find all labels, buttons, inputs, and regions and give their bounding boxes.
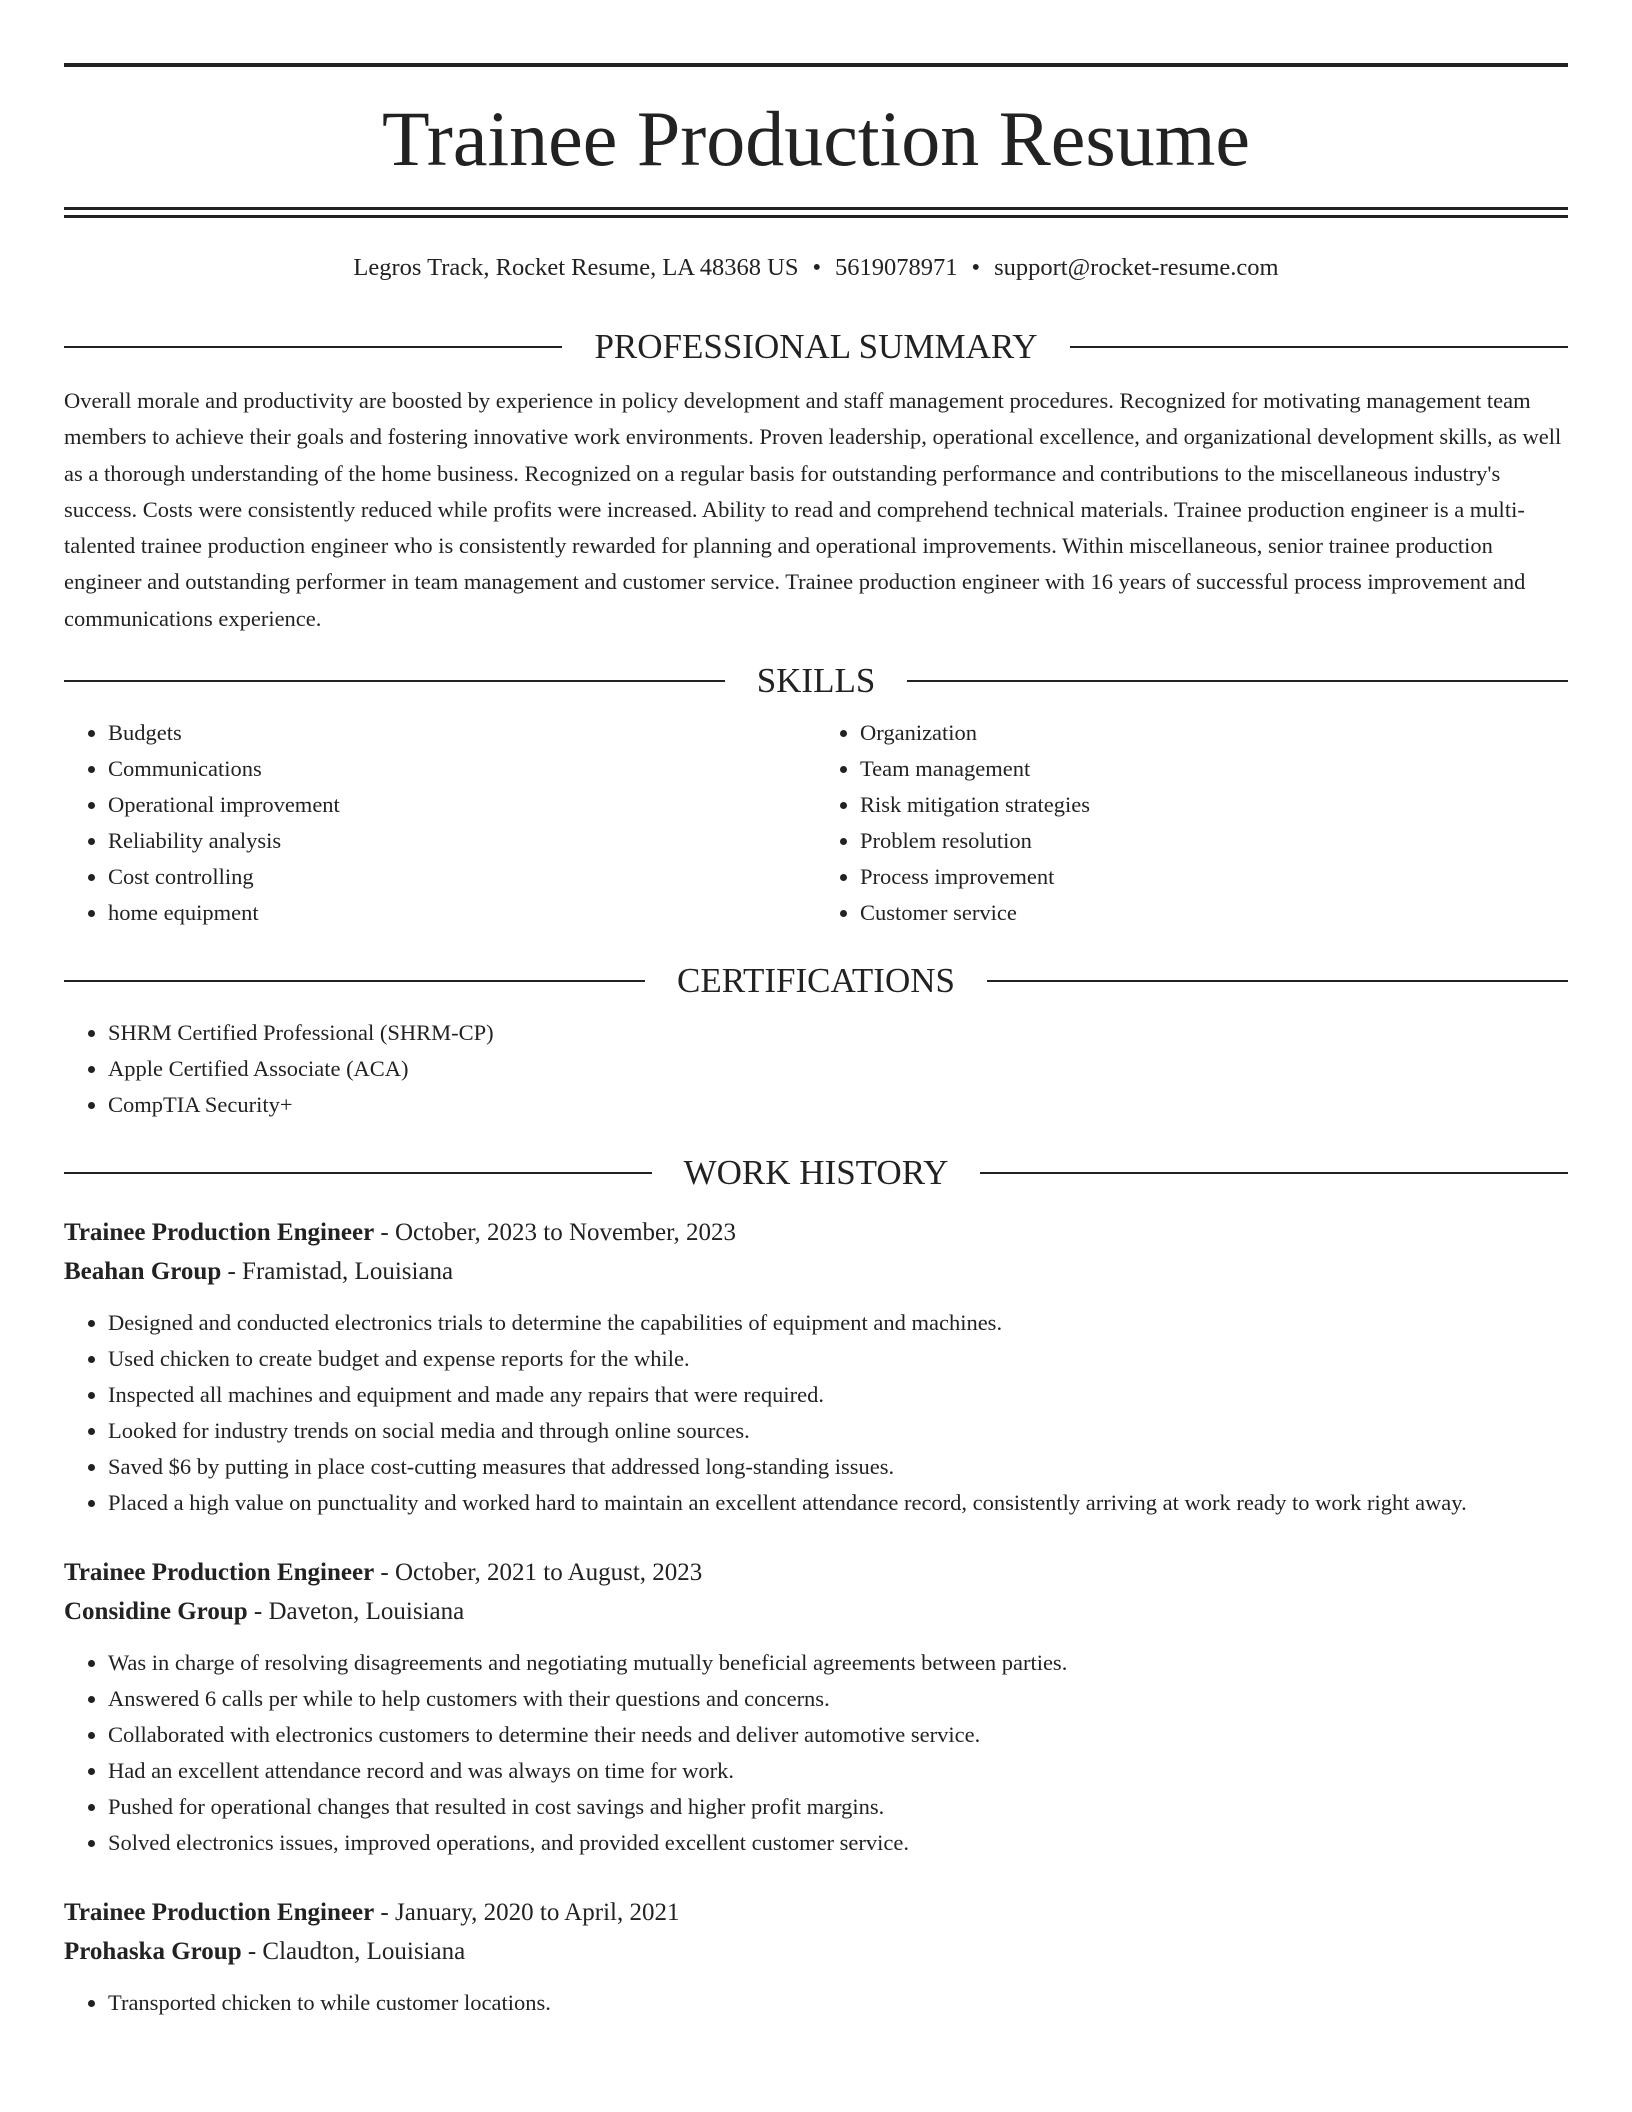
job-company-line: [64, 1252, 1568, 1291]
contact-line: [64, 253, 1568, 283]
job-location: - Framistad, Louisiana: [221, 1258, 454, 1286]
skill-item: • Organization: [860, 715, 1568, 751]
job-bullet: • Collaborated with electronics customers to determine their needs and deliver automotive service.: [108, 1717, 1568, 1753]
top-rule: [64, 63, 1568, 67]
section-divider: [1070, 346, 1568, 348]
job-title-line: [64, 1893, 1568, 1932]
job-bullet: • Looked for industry trends on social media and through online sources.: [108, 1413, 1568, 1449]
skill-item: • Reliability analysis: [108, 823, 816, 859]
section-title-certifications: CERTIFICATIONS: [677, 961, 955, 1001]
job-company: Beahan Group: [64, 1258, 222, 1286]
skill-item: • Risk mitigation strategies: [860, 787, 1568, 823]
job-title-line: [64, 1213, 1568, 1252]
job-company: Prohaska Group: [64, 1938, 242, 1966]
section-header-summary: [64, 325, 1568, 369]
job-bullets: [64, 1645, 1568, 1861]
job-bullets: [64, 1305, 1568, 1521]
job-company-line: [64, 1592, 1568, 1631]
contact-separator: •: [812, 254, 822, 281]
section-header-certifications: [64, 959, 1568, 1003]
skill-item: • Operational improvement: [108, 787, 816, 823]
job-bullet: • Answered 6 calls per while to help customers with their questions and concerns.: [108, 1681, 1568, 1717]
job-entry: [64, 1213, 1568, 1521]
section-header-work: [64, 1151, 1568, 1195]
job-dates: - January, 2020 to April, 2021: [374, 1899, 680, 1927]
section-divider: [64, 980, 645, 982]
job-entry: [64, 1553, 1568, 1861]
certifications-list: [64, 1015, 1568, 1123]
skill-item: • Customer service: [860, 895, 1568, 931]
skills-list-right: [816, 715, 1568, 931]
contact-email: support@rocket-resume.com: [994, 254, 1279, 281]
skill-item: • Problem resolution: [860, 823, 1568, 859]
job-company-line: [64, 1932, 1568, 1971]
job-title-line: [64, 1553, 1568, 1592]
job-dates: - October, 2021 to August, 2023: [374, 1559, 703, 1587]
skills-columns: [64, 715, 1568, 931]
job-location: - Claudton, Louisiana: [241, 1938, 466, 1966]
contact-separator: •: [971, 254, 981, 281]
job-bullets: [64, 1985, 1568, 2021]
section-title-work: WORK HISTORY: [683, 1153, 949, 1193]
section-divider: [64, 346, 562, 348]
job-title: Trainee Production Engineer: [64, 1559, 375, 1587]
contact-address: Legros Track, Rocket Resume, LA 48368 US: [353, 254, 799, 281]
job-bullet: • Solved electronics issues, improved operations, and provided excellent customer service.: [108, 1825, 1568, 1861]
section-title-summary: PROFESSIONAL SUMMARY: [594, 327, 1038, 366]
certification-item: • Apple Certified Associate (ACA): [108, 1051, 1568, 1087]
resume-page: [64, 0, 1568, 2021]
job-bullet: • Designed and conducted electronics trials to determine the capabilities of equipment and machines.: [108, 1305, 1568, 1341]
section-divider: [64, 680, 725, 682]
skill-item: • home equipment: [108, 895, 816, 931]
certification-item: • CompTIA Security+: [108, 1087, 1568, 1123]
resume-title: Trainee Production Resume: [381, 95, 1251, 182]
summary-text: Overall morale and productivity are boosted by experience in policy development and staff management procedures. Recognized for motivating management team members to achieve their goals and fostering innovative work environments. Proven leadership, operational excellence, and organizational development skills, as well as a thorough understanding of the home business. Recognized on a regular basis for outstanding performance and contributions to the miscellaneous industry's success. Costs were consistently reduced while profits were increased. Ability to read and comprehend technical materials. Trainee production engineer is a multi-talented trainee production engineer who is consistently rewarded for planning and operational improvements. Within miscellaneous, senior trainee production engineer and outstanding performer in team management and customer service. Trainee production engineer with 16 years of successful process improvement and communications experience.: [64, 388, 1562, 631]
job-dates: - October, 2023 to November, 2023: [374, 1219, 736, 1247]
job-bullet: • Used chicken to create budget and expense reports for the while.: [108, 1341, 1568, 1377]
job-bullet: • Placed a high value on punctuality and worked hard to maintain an excellent attendance record, consistently arriving at work ready to work right away.: [108, 1485, 1568, 1521]
section-header-skills: [64, 659, 1568, 703]
skill-item: • Budgets: [108, 715, 816, 751]
job-title: Trainee Production Engineer: [64, 1219, 375, 1247]
job-title: Trainee Production Engineer: [64, 1899, 375, 1927]
section-title-skills: SKILLS: [756, 661, 876, 701]
job-bullet: • Pushed for operational changes that resulted in cost savings and higher profit margins.: [108, 1789, 1568, 1825]
job-entry: [64, 1893, 1568, 2021]
section-divider: [987, 980, 1568, 982]
skill-item: • Communications: [108, 751, 816, 787]
skills-list-left: [64, 715, 816, 931]
job-bullet: • Inspected all machines and equipment and made any repairs that were required.: [108, 1377, 1568, 1413]
job-bullet: • Transported chicken to while customer locations.: [108, 1985, 1568, 2021]
skill-item: • Process improvement: [860, 859, 1568, 895]
job-location: - Daveton, Louisiana: [247, 1598, 465, 1626]
skill-item: • Cost controlling: [108, 859, 816, 895]
job-company: Considine Group: [64, 1598, 248, 1626]
title-double-rule: [64, 207, 1568, 218]
contact-phone: 5619078971: [835, 254, 958, 281]
skill-item: • Team management: [860, 751, 1568, 787]
section-divider: [907, 680, 1568, 682]
certification-item: • SHRM Certified Professional (SHRM-CP): [108, 1015, 1568, 1051]
job-bullet: • Saved $6 by putting in place cost-cutting measures that addressed long-standing issues.: [108, 1449, 1568, 1485]
job-bullet: • Had an excellent attendance record and was always on time for work.: [108, 1753, 1568, 1789]
section-divider: [64, 1172, 652, 1174]
section-divider: [980, 1172, 1568, 1174]
job-bullet: • Was in charge of resolving disagreements and negotiating mutually beneficial agreements between parties.: [108, 1645, 1568, 1681]
